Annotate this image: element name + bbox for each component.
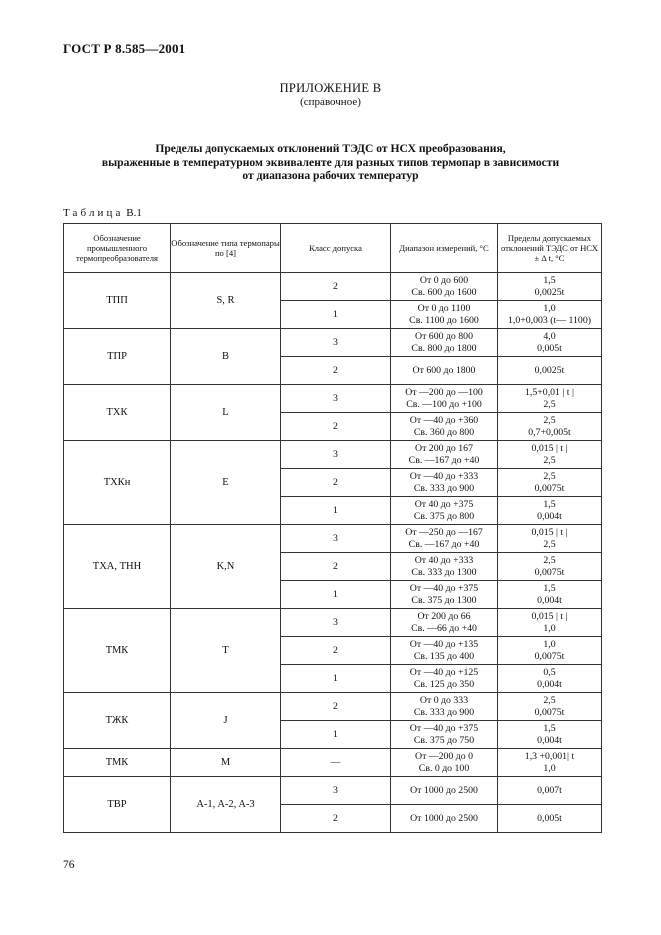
tolerance-limit-cell — [498, 777, 602, 805]
tolerance-class-cell: 2 — [281, 805, 391, 833]
range-line: От —40 до +333 — [409, 470, 479, 482]
tolerance-limit-cell — [498, 329, 602, 357]
designation-cell: ТМК — [64, 609, 171, 693]
thermocouple-type-cell: J — [171, 693, 281, 749]
range-line: Св. 800 до 1800 — [411, 342, 477, 354]
limit-line: 1,5 — [543, 274, 556, 286]
tolerance-class-cell: 1 — [281, 497, 391, 525]
designation-cell: ТХА, ТНН — [64, 525, 171, 609]
table-caption-word: Таблица — [63, 207, 124, 219]
limit-line: 1,0 — [543, 638, 556, 650]
tolerance-class-cell: 2 — [281, 413, 391, 441]
tolerance-limit-cell — [498, 497, 602, 525]
range-line: От —40 до +135 — [409, 638, 479, 650]
range-line: От —40 до +360 — [409, 414, 479, 426]
appendix-subtitle: (справочное) — [300, 96, 361, 108]
tolerance-limit-cell — [498, 385, 602, 413]
designation-cell: ТХКн — [64, 441, 171, 525]
limit-line: 0,004t — [537, 510, 562, 522]
range-line: От 1000 до 2500 — [410, 784, 478, 796]
thermocouple-type-cell: T — [171, 609, 281, 693]
range-line: От 600 до 1800 — [412, 364, 476, 376]
limit-line: 1,3 +0,001| t — [524, 750, 575, 762]
range-line: Св. 125 до 350 — [413, 678, 475, 690]
tolerance-class-cell: 2 — [281, 273, 391, 301]
heading-line: от диапазона рабочих температур — [242, 169, 419, 182]
tolerance-limit-cell — [498, 581, 602, 609]
tolerance-limit-cell — [498, 357, 602, 385]
limit-line: 0,5 — [543, 666, 556, 678]
range-line: От 0 до 333 — [419, 694, 469, 706]
table-caption-number: В.1 — [126, 207, 142, 219]
measurement-range-cell — [391, 581, 498, 609]
range-line: Св. 0 до 100 — [418, 762, 470, 774]
tolerance-limit-cell — [498, 721, 602, 749]
range-line: Св. 360 до 800 — [413, 426, 475, 438]
table-row — [64, 749, 602, 777]
range-line: Св. 375 до 800 — [413, 510, 475, 522]
limit-line: 0,004t — [537, 734, 562, 746]
range-line: От 600 до 800 — [415, 330, 473, 342]
designation-cell: ТПР — [64, 329, 171, 385]
measurement-range-cell — [391, 357, 498, 385]
table-row — [64, 441, 602, 469]
limit-line: 0,015 | t | — [531, 442, 568, 454]
table-row — [64, 273, 602, 301]
measurement-range-cell — [391, 553, 498, 581]
tolerance-limit-cell — [498, 665, 602, 693]
limit-line: 2,5 — [543, 454, 556, 466]
tolerance-class-cell: 2 — [281, 553, 391, 581]
tolerance-limit-cell — [498, 693, 602, 721]
range-line: Св. —66 до +40 — [411, 622, 477, 634]
tolerance-class-cell: — — [281, 749, 391, 777]
designation-cell: ТМК — [64, 749, 171, 777]
range-line: Св. 333 до 900 — [413, 706, 475, 718]
thermocouple-type-cell: M — [171, 749, 281, 777]
header-class: Класс допуска — [281, 224, 391, 273]
tolerance-limit-cell — [498, 553, 602, 581]
measurement-range-cell — [391, 413, 498, 441]
table-caption — [63, 207, 142, 219]
range-line: От —250 до —167 — [405, 526, 483, 538]
limit-line: 1,0+0,003 (t— 1100) — [508, 314, 591, 326]
tolerance-class-cell: 2 — [281, 469, 391, 497]
designation-cell: ТХК — [64, 385, 171, 441]
range-line: От 1000 до 2500 — [410, 812, 478, 824]
limit-line: 2,5 — [543, 414, 556, 426]
measurement-range-cell — [391, 693, 498, 721]
thermocouple-type-cell: L — [171, 385, 281, 441]
limit-line: 2,5 — [543, 470, 556, 482]
designation-cell: ТВР — [64, 777, 171, 833]
tolerance-class-cell: 3 — [281, 777, 391, 805]
thermocouple-type-cell: K,N — [171, 525, 281, 609]
tolerance-limit-cell — [498, 273, 602, 301]
range-line: От —40 до +375 — [409, 582, 479, 594]
tolerance-class-cell: 3 — [281, 609, 391, 637]
range-line: Св. —167 до +40 — [408, 454, 480, 466]
limit-line: 2,5 — [543, 694, 556, 706]
tolerance-class-cell: 3 — [281, 385, 391, 413]
tolerance-limit-cell — [498, 441, 602, 469]
range-line: От 200 до 167 — [415, 442, 473, 454]
range-line: Св. 600 до 1600 — [411, 286, 477, 298]
measurement-range-cell — [391, 637, 498, 665]
tolerance-limit-cell — [498, 301, 602, 329]
heading-line: выраженные в температурном эквиваленте для разных типов термопар в зависимости — [101, 155, 560, 169]
measurement-range-cell — [391, 525, 498, 553]
tolerance-class-cell: 3 — [281, 329, 391, 357]
range-line: От 0 до 1100 — [417, 302, 471, 314]
range-line: Св. —100 до +100 — [406, 398, 482, 410]
tolerance-table — [63, 223, 602, 833]
table-row — [64, 525, 602, 553]
limit-line: 2,5 — [543, 538, 556, 550]
limit-line: 1,5 — [543, 582, 556, 594]
range-line: От —40 до +375 — [409, 722, 479, 734]
limit-line: 4,0 — [543, 330, 556, 342]
limit-line: 1,0 — [543, 302, 556, 314]
range-line: От —40 до +125 — [409, 666, 479, 678]
range-line: Св. 375 до 1300 — [411, 594, 477, 606]
measurement-range-cell — [391, 441, 498, 469]
measurement-range-cell — [391, 749, 498, 777]
limit-line: 0,0025t — [534, 364, 565, 376]
limit-line: 0,015 | t | — [531, 610, 568, 622]
header-designation: Обозначение промышленного термопреобразователя — [64, 224, 171, 273]
limit-line: 0,005t — [537, 812, 562, 824]
tolerance-limit-cell — [498, 413, 602, 441]
limit-line: 1,0 — [543, 762, 556, 774]
table-row — [64, 329, 602, 357]
limit-line: 0,005t — [537, 342, 562, 354]
range-line: Св. —167 до +40 — [408, 538, 480, 550]
table-row — [64, 693, 602, 721]
table-row — [64, 385, 602, 413]
tolerance-class-cell: 3 — [281, 525, 391, 553]
limit-line: 0,004t — [537, 678, 562, 690]
tolerance-class-cell: 1 — [281, 301, 391, 329]
measurement-range-cell — [391, 329, 498, 357]
limit-line: 1,5 — [543, 498, 556, 510]
table-row — [64, 609, 602, 637]
limit-line: 0,0075t — [534, 566, 565, 578]
measurement-range-cell — [391, 609, 498, 637]
tolerance-limit-cell — [498, 609, 602, 637]
table-row — [64, 777, 602, 805]
range-line: От —200 до 0 — [415, 750, 473, 762]
measurement-range-cell — [391, 497, 498, 525]
range-line: От 40 до +333 — [414, 554, 474, 566]
page-number: 76 — [63, 859, 75, 871]
thermocouple-type-cell: B — [171, 329, 281, 385]
tolerance-limit-cell — [498, 525, 602, 553]
tolerance-class-cell: 2 — [281, 693, 391, 721]
designation-cell: ТПП — [64, 273, 171, 329]
tolerance-class-cell: 1 — [281, 665, 391, 693]
header-type: Обозначение типа термопары по [4] — [171, 224, 281, 273]
measurement-range-cell — [391, 805, 498, 833]
limit-line: 0,0075t — [534, 482, 565, 494]
table-heading — [80, 142, 581, 183]
designation-cell: ТЖК — [64, 693, 171, 749]
limit-line: 0,015 | t | — [531, 526, 568, 538]
measurement-range-cell — [391, 469, 498, 497]
measurement-range-cell — [391, 301, 498, 329]
document-code: ГОСТ Р 8.585—2001 — [63, 41, 186, 56]
limit-line: 2,5 — [543, 554, 556, 566]
tolerance-limit-cell — [498, 469, 602, 497]
heading-line: Пределы допускаемых отклонений ТЭДС от НСХ преобразования, — [155, 142, 506, 155]
limit-line: 1,0 — [543, 622, 556, 634]
header-range: Диапазон измерений, °С — [391, 224, 498, 273]
tolerance-limit-cell — [498, 637, 602, 665]
tolerance-class-cell: 2 — [281, 357, 391, 385]
measurement-range-cell — [391, 273, 498, 301]
table-header-row — [64, 224, 602, 273]
range-line: Св. 333 до 1300 — [411, 566, 477, 578]
table-body — [64, 273, 602, 833]
limit-line: 0,0075t — [534, 650, 565, 662]
tolerance-class-cell: 3 — [281, 441, 391, 469]
tolerance-class-cell: 1 — [281, 581, 391, 609]
limit-line: 1,5 — [543, 722, 556, 734]
measurement-range-cell — [391, 777, 498, 805]
range-line: От 40 до +375 — [414, 498, 474, 510]
header-limits: Пределы допускаемых отклонений ТЭДС от НСХ ± Δ t, °С — [498, 224, 602, 273]
limit-line: 1,5+0,01 | t | — [525, 386, 574, 398]
measurement-range-cell — [391, 665, 498, 693]
limit-line: 0,0025t — [534, 286, 565, 298]
tolerance-class-cell: 2 — [281, 637, 391, 665]
range-line: От 0 до 600 — [419, 274, 469, 286]
range-line: Св. 375 до 750 — [413, 734, 475, 746]
thermocouple-type-cell: A-1, A-2, A-3 — [171, 777, 281, 833]
appendix-title: ПРИЛОЖЕНИЕ В — [279, 81, 382, 95]
tolerance-limit-cell — [498, 749, 602, 777]
limit-line: 0,0075t — [534, 706, 565, 718]
limit-line: 0,7+0,005t — [528, 426, 571, 438]
measurement-range-cell — [391, 721, 498, 749]
range-line: От 200 до 66 — [417, 610, 471, 622]
limit-line: 0,007t — [537, 784, 562, 796]
range-line: Св. 333 до 900 — [413, 482, 475, 494]
range-line: От —200 до —100 — [405, 386, 483, 398]
measurement-range-cell — [391, 385, 498, 413]
limit-line: 2,5 — [543, 398, 556, 410]
thermocouple-type-cell: S, R — [171, 273, 281, 329]
tolerance-limit-cell — [498, 805, 602, 833]
thermocouple-type-cell: E — [171, 441, 281, 525]
limit-line: 0,004t — [537, 594, 562, 606]
range-line: Св. 135 до 400 — [413, 650, 475, 662]
range-line: Св. 1100 до 1600 — [409, 314, 479, 326]
tolerance-class-cell: 1 — [281, 721, 391, 749]
